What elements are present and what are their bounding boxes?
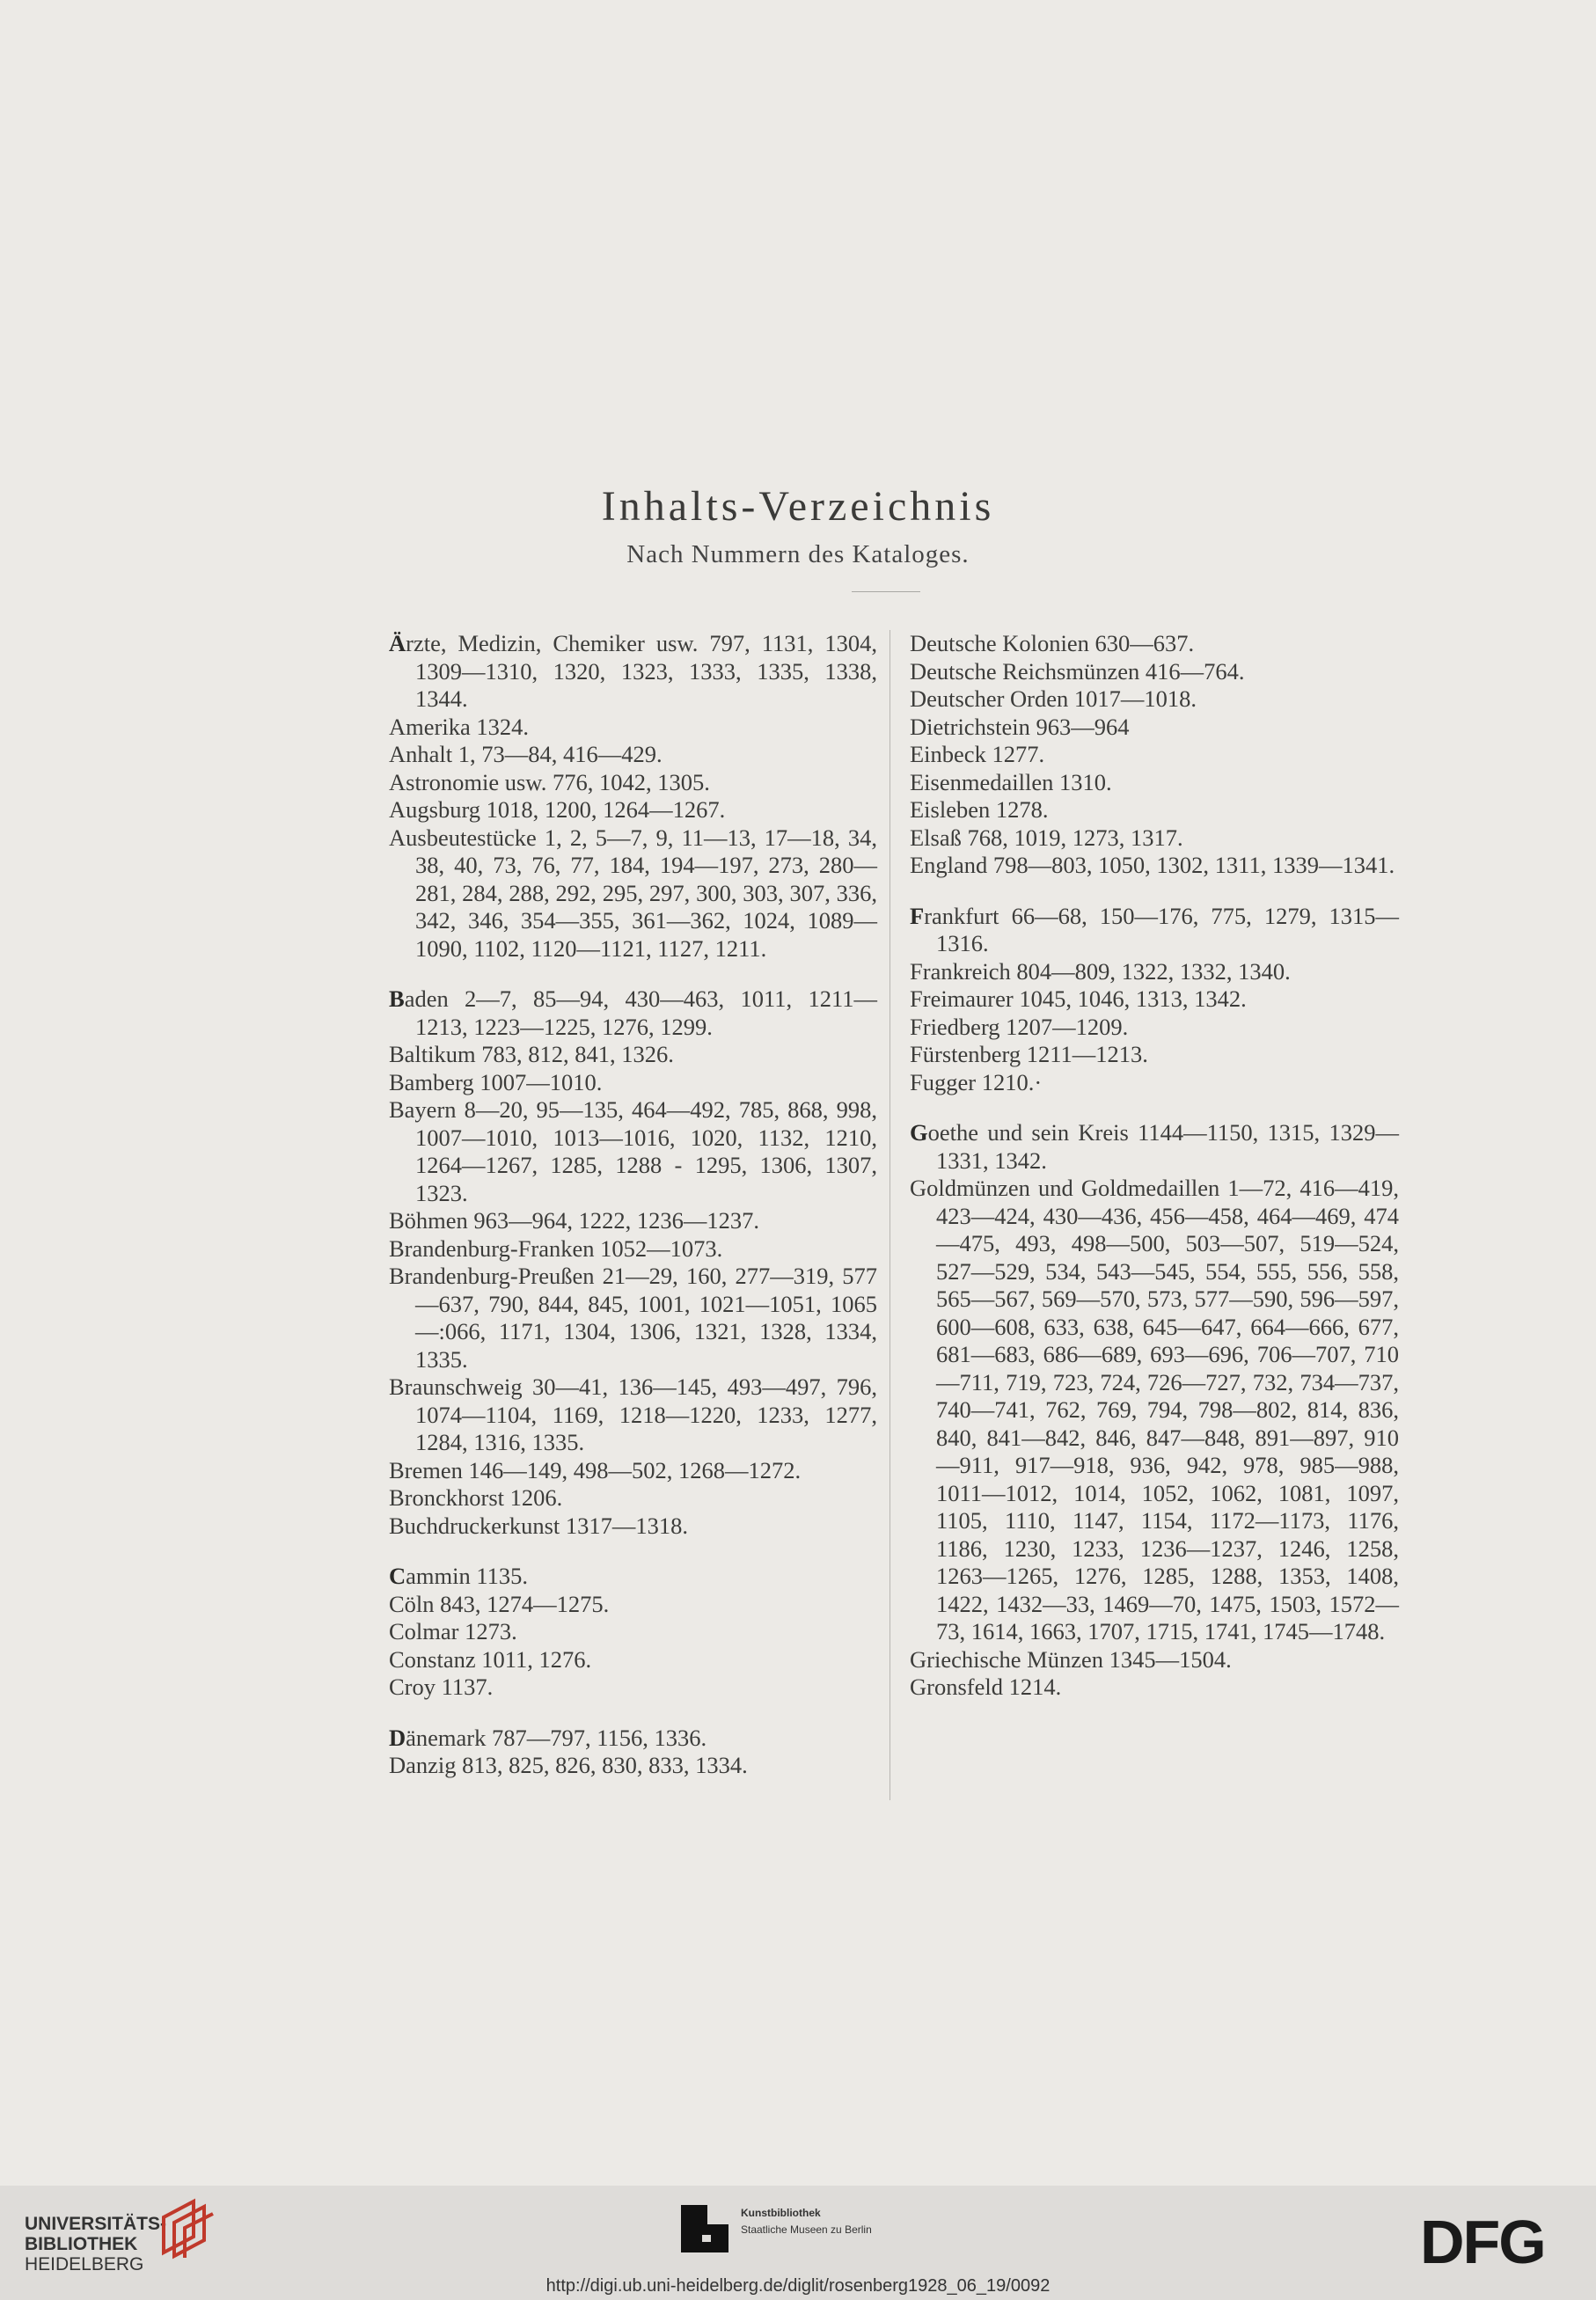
index-entry bbox=[389, 1235, 877, 1264]
index-entry bbox=[389, 1263, 877, 1373]
index-entry bbox=[389, 1752, 877, 1780]
entry-text: Croy 1137. bbox=[389, 1674, 494, 1700]
index-entry bbox=[910, 658, 1399, 686]
index-entry bbox=[389, 741, 877, 769]
index-entry bbox=[910, 903, 1399, 958]
entry-text: Böhmen 963—964, 1222, 1236—1237. bbox=[389, 1207, 760, 1234]
index-entry bbox=[910, 1175, 1399, 1646]
index-entry bbox=[389, 1457, 877, 1485]
index-entry bbox=[910, 1041, 1399, 1069]
index-column-left bbox=[389, 630, 877, 1780]
index-entry bbox=[910, 741, 1399, 769]
index-entry bbox=[389, 1513, 877, 1541]
index-entry bbox=[389, 1674, 877, 1702]
index-entry bbox=[389, 1207, 877, 1235]
entry-text: Cöln 843, 1274—1275. bbox=[389, 1590, 610, 1617]
index-entry bbox=[389, 714, 877, 742]
entry-text: Colmar 1273. bbox=[389, 1618, 517, 1644]
kb-line-2: Staatliche Museen zu Berlin bbox=[741, 2223, 872, 2236]
entry-text: Fürstenberg 1211—1213. bbox=[910, 1041, 1148, 1067]
entry-text: Griechische Münzen 1345—1504. bbox=[910, 1645, 1232, 1673]
entry-text: Brandenburg-Preußen 21—29, 160, 277—319, 577—637, 790, 844, 845, 1001, 1021—1051, 1065—:066, 1171, 1304, 1306, 1321, 1328, 1334, 1335. bbox=[389, 1263, 877, 1373]
index-entry bbox=[910, 1646, 1399, 1674]
entry-text: Bayern 8—20, 95—135, 464—492, 785, 868, 998, 1007—1010, 1013—1016, 1020, 1132, 1210, 1264—1267, 1285, 1288 - 1295, 1306, 1307, 1323. bbox=[389, 1096, 877, 1206]
ub-line-3: HEIDELBERG bbox=[25, 2254, 144, 2274]
index-entry bbox=[389, 1563, 877, 1591]
entry-text: Buchdruckerkunst 1317—1318. bbox=[389, 1512, 689, 1539]
entry-text: England 798—803, 1050, 1302, 1311, 1339—1341. bbox=[910, 852, 1395, 878]
index-entry bbox=[389, 1041, 877, 1069]
entry-text: Anhalt 1, 73—84, 416—429. bbox=[389, 741, 663, 767]
entry-text: Bamberg 1007—1010. bbox=[389, 1068, 603, 1095]
index-column-right bbox=[910, 630, 1399, 1702]
index-entry bbox=[389, 1725, 877, 1753]
entry-text: Baltikum 783, 812, 841, 1326. bbox=[389, 1041, 674, 1067]
index-entry bbox=[389, 1591, 877, 1619]
index-entry bbox=[910, 1069, 1399, 1097]
index-entry bbox=[389, 1646, 877, 1674]
entry-text: Goldmünzen und Goldmedaillen 1—72, 416—419, 423—424, 430—436, 456—458, 464—469, 474—475, 493, 498—500, 503—507, 519—524, 527—529, 534, 543—545, 554, 555, 556, 558, 565—567, 569—570, 573, 577—590, 596—597, 600—608, 633, 638, 645—647, 664—666, 677, 681—683, 686—689, 693—696, 706—707, 710—711, 719, 723, 724, 726—727, 732, 734—737, 740—741, 762, 769, 794, 798—802, 814, 836, 840, 841—842, 846, 847—848, 891—897, 910—911, 917—918, 936, 942, 978, 985—988, 1011—1012, 1014, 1052, 1062, 1081, 1097, 1105, 1110, 1147, 1154, 1172—1173, 1176, 1186, 1230, 1233, 1236—1237, 1246, 1258, 1263—1265, 1276, 1285, 1288, 1353, 1408, 1422, 1432—33, 1469—70, 1475, 1503, 1572—73, 1614, 1663, 1707, 1715, 1741, 1745—1748. bbox=[910, 1175, 1399, 1644]
kunstbibliothek-logo-icon[interactable] bbox=[679, 2205, 730, 2254]
entry-text: Dietrichstein 963—964 bbox=[910, 713, 1130, 740]
page-subtitle: Nach Nummern des Kataloges. bbox=[626, 540, 970, 568]
index-entry bbox=[389, 630, 877, 714]
entry-text: Bronckhorst 1206. bbox=[389, 1484, 563, 1511]
entry-initial: C bbox=[389, 1563, 406, 1589]
ub-line-2: BIBLIOTHEK bbox=[25, 2234, 138, 2254]
index-entry bbox=[910, 1014, 1399, 1042]
index-entry bbox=[389, 824, 877, 963]
entry-text: Friedberg 1207—1209. bbox=[910, 1013, 1129, 1040]
entry-text: Deutsche Kolonien 630—637. bbox=[910, 630, 1195, 656]
entry-text: oethe und sein Kreis 1144—1150, 1315, 1329—1331, 1342. bbox=[927, 1119, 1399, 1174]
entry-text: Brandenburg-Franken 1052—1073. bbox=[389, 1234, 723, 1262]
ub-line-1: UNIVERSITÄTS- bbox=[25, 2214, 167, 2234]
entry-initial: D bbox=[389, 1724, 406, 1751]
permalink-url[interactable]: http://digi.ub.uni-heidelberg.de/diglit/rosenberg1928_06_19/0092 bbox=[545, 2276, 1051, 2296]
entry-text: Constanz 1011, 1276. bbox=[389, 1645, 592, 1673]
kb-line-1: Kunstbibliothek bbox=[741, 2207, 821, 2219]
index-entry bbox=[910, 985, 1399, 1014]
entry-text: rankfurt 66—68, 150—176, 775, 1279, 1315—1316. bbox=[924, 902, 1399, 956]
index-entry bbox=[389, 985, 877, 1041]
page-title: Inhalts-Verzeichnis bbox=[601, 483, 995, 530]
index-entry bbox=[389, 1069, 877, 1097]
entry-text: Deutsche Reichsmünzen 416—764. bbox=[910, 657, 1245, 685]
ub-heidelberg-logo-icon[interactable] bbox=[155, 2196, 220, 2261]
index-entry bbox=[910, 769, 1399, 797]
entry-text: Gronsfeld 1214. bbox=[910, 1674, 1062, 1700]
entry-text: Eisleben 1278. bbox=[910, 796, 1049, 823]
index-entry bbox=[910, 1119, 1399, 1175]
kunstbibliothek-label[interactable] bbox=[741, 2205, 872, 2238]
index-entry bbox=[389, 1373, 877, 1457]
entry-text: aden 2—7, 85—94, 430—463, 1011, 1211—1213, 1223—1225, 1276, 1299. bbox=[404, 985, 877, 1040]
index-entry bbox=[910, 1674, 1399, 1702]
entry-text: Freimaurer 1045, 1046, 1313, 1342. bbox=[910, 985, 1247, 1012]
entry-initial: G bbox=[910, 1119, 928, 1146]
entry-text: Augsburg 1018, 1200, 1264—1267. bbox=[389, 796, 726, 823]
entry-text: rzte, Medizin, Chemiker usw. 797, 1131, 1304, 1309—1310, 1320, 1323, 1333, 1335, 1338, 1344. bbox=[406, 630, 877, 712]
entry-text: Astronomie usw. 776, 1042, 1305. bbox=[389, 768, 710, 795]
index-entry bbox=[910, 796, 1399, 824]
entry-text: Eisenmedaillen 1310. bbox=[910, 768, 1112, 795]
entry-text: Ausbeutestücke 1, 2, 5—7, 9, 11—13, 17—18, 34, 38, 40, 73, 76, 77, 184, 194—197, 273, 280—281, 284, 288, 292, 295, 297, 300, 303, 307, 336, 342, 346, 354—355, 361—362, 1024, 1089—1090, 1102, 1120—1121, 1127, 1211. bbox=[389, 824, 877, 962]
entry-initial: Ä bbox=[389, 630, 406, 656]
entry-initial: F bbox=[910, 902, 925, 929]
entry-text: Bremen 146—149, 498—502, 1268—1272. bbox=[389, 1456, 802, 1483]
entry-text: Elsaß 768, 1019, 1273, 1317. bbox=[910, 824, 1183, 851]
entry-text: änemark 787—797, 1156, 1336. bbox=[406, 1724, 707, 1751]
dfg-logo[interactable]: DFG bbox=[1420, 2208, 1545, 2276]
entry-text: Braunschweig 30—41, 136—145, 493—497, 796, 1074—1104, 1169, 1218—1220, 1233, 1277, 1284, 1316, 1335. bbox=[389, 1373, 877, 1455]
index-entry bbox=[389, 1484, 877, 1513]
title-rule bbox=[852, 591, 920, 592]
index-entry bbox=[910, 824, 1399, 853]
index-entry bbox=[910, 630, 1399, 658]
index-entry bbox=[389, 1618, 877, 1646]
index-entry bbox=[910, 685, 1399, 714]
entry-text: Amerika 1324. bbox=[389, 713, 529, 740]
ub-heidelberg-logo-text[interactable] bbox=[25, 2214, 166, 2274]
index-entry bbox=[389, 796, 877, 824]
entry-initial: B bbox=[389, 985, 405, 1012]
index-entry bbox=[910, 714, 1399, 742]
index-entry bbox=[389, 1096, 877, 1207]
entry-text: Einbeck 1277. bbox=[910, 741, 1045, 767]
index-entry bbox=[389, 769, 877, 797]
index-entry bbox=[910, 852, 1399, 880]
entry-text: Danzig 813, 825, 826, 830, 833, 1334. bbox=[389, 1752, 748, 1778]
entry-text: Frankreich 804—809, 1322, 1332, 1340. bbox=[910, 957, 1291, 985]
entry-text: ammin 1135. bbox=[406, 1563, 529, 1589]
index-entry bbox=[910, 958, 1399, 986]
entry-text: Fugger 1210.· bbox=[910, 1068, 1043, 1095]
entry-text: Deutscher Orden 1017—1018. bbox=[910, 685, 1197, 712]
